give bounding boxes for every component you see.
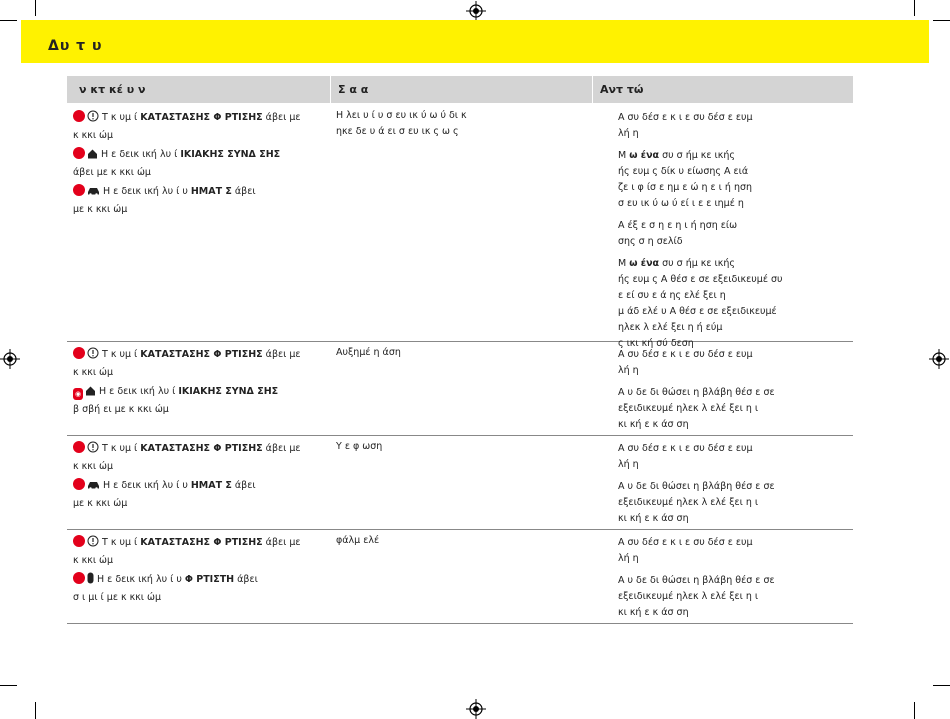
brake-warning-icon <box>87 441 99 459</box>
cause-text: ηκε δε υ ά ει σ ευ ικ ς ω ς <box>336 126 459 137</box>
action-text: λή η <box>618 128 639 139</box>
house-icon <box>85 385 96 402</box>
column-header-cause: Σ α α <box>330 76 592 103</box>
crop-mark <box>35 0 36 16</box>
action-text: ς ικι κή σύ δεση <box>618 338 694 349</box>
action-text: λή η <box>618 553 639 564</box>
indicator-text: Η ε δεικ ική λυ ί υ <box>103 480 191 491</box>
action-item <box>618 148 846 212</box>
action-text: μ άδ ελέ υ Α θέσ ε σε εξειδικευμέ <box>618 306 777 317</box>
action-text: ής ευμ ς Α θέσ ε σε εξειδικευμέ συ <box>618 274 783 285</box>
action-text: Α συ δέσ ε κ ι ε συ δέσ ε ευμ <box>618 537 753 548</box>
cause-cell <box>336 533 586 549</box>
indicator-text: άβει με <box>262 112 301 123</box>
warning-light-icon <box>73 441 85 453</box>
page-title: Δυ τ υ <box>48 38 103 54</box>
action-text: συ σ ήμ κε ικής <box>662 258 735 269</box>
indicator-text: άβει με <box>262 443 301 454</box>
crop-mark <box>933 20 950 21</box>
indicator-status-label: ΚΑΤΑΣΤΑΣΗΣ Φ ΡΤΙΣΗΣ <box>140 443 263 454</box>
indicator-status-label: ΙΚΙΑΚΗΣ ΣΥΝΔ ΣΗΣ <box>180 149 281 160</box>
indicator-text: Τ κ υμ ί <box>102 349 141 360</box>
action-text: σ ευ ικ ύ ω ύ εί ι ε ε ιημέ η <box>618 198 744 209</box>
cause-cell <box>336 345 586 361</box>
action-text: λή η <box>618 459 639 470</box>
indicator-status-label: ΚΑΤΑΣΤΑΣΗΣ Φ ΡΤΙΣΗΣ <box>140 112 263 123</box>
crop-mark <box>0 685 17 686</box>
action-item <box>618 218 846 250</box>
brake-warning-icon <box>87 347 99 365</box>
indicator-text: άβει με κ κκι ώμ <box>73 167 151 178</box>
action-cell <box>618 441 846 533</box>
action-item <box>618 479 846 527</box>
action-item <box>618 256 846 352</box>
action-text: Α συ δέσ ε κ ι ε συ δέσ ε ευμ <box>618 443 753 454</box>
indicator-text: άβει με <box>262 537 301 548</box>
action-text: λή η <box>618 365 639 376</box>
cause-text: Η λει υ ί υ σ ευ ικ ύ ω ύ δι κ <box>336 110 467 121</box>
indicator-text: άβει με <box>262 349 301 360</box>
house-icon <box>87 148 98 165</box>
action-item <box>618 110 846 142</box>
indicator-text: Η ε δεικ ική λυ ί υ <box>97 574 185 585</box>
action-text: Α έξ ε σ η ε η ι ή ηση είω <box>618 220 738 231</box>
indicator-text: Η ε δεικ ική λυ ί υ <box>103 186 191 197</box>
cause-text: Αυξημέ η άση <box>336 347 401 358</box>
action-text: Α συ δέσ ε κ ι ε συ δέσ ε ευμ <box>618 349 753 360</box>
action-text: συ σ ήμ κε ικής <box>662 150 735 161</box>
indicator-cell <box>73 110 327 221</box>
registration-mark-icon <box>929 349 949 369</box>
plug-icon <box>87 572 94 590</box>
action-cell <box>618 347 846 439</box>
indicator-cell <box>73 535 327 609</box>
indicator-text: β σβή ει με κ κκι ώμ <box>73 404 169 415</box>
action-text: κι κή ε κ άσ ση <box>618 419 689 430</box>
indicator-item <box>73 147 327 181</box>
action-text: Α υ δε δι θώσει η βλάβη θέσ ε σε <box>618 481 775 492</box>
indicator-text: με κ κκι ώμ <box>73 498 128 509</box>
action-item <box>618 535 846 567</box>
indicator-cell <box>73 441 327 515</box>
action-text: Α υ δε δι θώσει η βλάβη θέσ ε σε <box>618 387 775 398</box>
crop-mark <box>35 702 36 719</box>
indicator-text: Η ε δεικ ική λυ ί <box>101 149 181 160</box>
indicator-item <box>73 572 327 606</box>
indicator-item <box>73 384 327 418</box>
brake-warning-icon <box>87 110 99 128</box>
indicator-status-label: ΗΜΑΤ Σ <box>190 186 232 197</box>
indicator-item <box>73 478 327 512</box>
indicator-item <box>73 441 327 475</box>
warning-light-icon <box>73 572 85 584</box>
action-cell <box>618 110 846 358</box>
indicator-text: άβει <box>231 186 256 197</box>
action-text: Α υ δε δι θώσει η βλάβη θέσ ε σε <box>618 575 775 586</box>
crop-mark <box>914 702 915 719</box>
warning-light-icon <box>73 347 85 359</box>
column-header-action: Αντ τώ <box>592 76 853 103</box>
column-header-indicator: ν κτ κέ υ ν <box>67 76 330 103</box>
indicator-text: κ κκι ώμ <box>73 461 114 472</box>
indicator-status-label: ΚΑΤΑΣΤΑΣΗΣ Φ ΡΤΙΣΗΣ <box>140 349 263 360</box>
action-text: σης σ η σελίδ <box>618 236 683 247</box>
column-divider <box>330 76 331 103</box>
indicator-text: σ ι μι ί με κ κκι ώμ <box>73 592 162 603</box>
indicator-cell <box>73 347 327 421</box>
indicator-status-label: ΙΚΙΑΚΗΣ ΣΥΝΔ ΣΗΣ <box>178 386 279 397</box>
indicator-status-label: Φ ΡΤΙΣΤΗ <box>184 574 235 585</box>
indicator-item <box>73 535 327 569</box>
action-text: ζε ι φ ίσ ε ημ ε ώ η ε ι ή ηση <box>618 182 753 193</box>
indicator-text: κ κκι ώμ <box>73 555 114 566</box>
column-divider <box>592 76 593 103</box>
cause-cell <box>336 108 586 140</box>
indicator-text: Η ε δεικ ική λυ ί <box>99 386 179 397</box>
warning-light-icon: ◉ <box>74 390 82 398</box>
action-text: ε εί συ ε ά ης ελέ ξει η <box>618 290 726 301</box>
indicator-text: κ κκι ώμ <box>73 130 114 141</box>
crop-mark <box>0 20 17 21</box>
registration-mark-icon <box>0 349 20 369</box>
warning-light-icon <box>73 110 85 122</box>
action-item <box>618 385 846 433</box>
registration-mark-icon <box>466 1 486 21</box>
action-cell <box>618 535 846 627</box>
action-text: εξειδικευμέ ηλεκ λ ελέ ξει η ι <box>618 497 759 508</box>
cause-text: Υ ε φ ωση <box>336 441 383 452</box>
action-text: ής ευμ ς δίκ υ είωσης Α ειά <box>618 166 749 177</box>
warning-light-icon <box>73 184 85 196</box>
action-item <box>618 573 846 621</box>
indicator-text: Τ κ υμ ί <box>102 443 141 454</box>
warning-light-icon <box>73 535 85 547</box>
action-emphasis: ω ένα <box>629 258 660 269</box>
car-icon <box>87 186 100 202</box>
indicator-status-label: ΗΜΑΤ Σ <box>190 480 232 491</box>
car-icon <box>87 480 100 496</box>
action-text: Μ <box>618 150 630 161</box>
indicator-item <box>73 347 327 381</box>
action-text: εξειδικευμέ ηλεκ λ ελέ ξει η ι <box>618 403 759 414</box>
cause-text: φάλμ ελέ <box>336 535 380 546</box>
indicator-text: κ κκι ώμ <box>73 367 114 378</box>
crop-mark <box>914 0 915 16</box>
indicator-item <box>73 110 327 144</box>
indicator-text: άβει <box>234 574 258 585</box>
action-text: κι κή ε κ άσ ση <box>618 513 689 524</box>
brake-warning-icon <box>87 535 99 553</box>
indicator-status-label: ΚΑΤΑΣΤΑΣΗΣ Φ ΡΤΙΣΗΣ <box>140 537 263 548</box>
cause-cell <box>336 439 586 455</box>
action-item <box>618 347 846 379</box>
action-text: κι κή ε κ άσ ση <box>618 607 689 618</box>
warning-light-icon <box>73 147 85 159</box>
indicator-text: άβει <box>231 480 256 491</box>
crop-mark <box>933 685 950 686</box>
indicator-text: Τ κ υμ ί <box>102 112 141 123</box>
action-emphasis: ω ένα <box>629 150 660 161</box>
action-text: Μ <box>618 258 630 269</box>
action-text: Α συ δέσ ε κ ι ε συ δέσ ε ευμ <box>618 112 753 123</box>
header-bar <box>21 20 929 63</box>
warning-light-icon <box>73 478 85 490</box>
indicator-item <box>73 184 327 218</box>
indicator-text: Τ κ υμ ί <box>102 537 141 548</box>
action-text: ηλεκ λ ελέ ξει η ή εύμ <box>618 322 723 333</box>
registration-mark-icon <box>466 699 486 719</box>
action-text: εξειδικευμέ ηλεκ λ ελέ ξει η ι <box>618 591 759 602</box>
action-item <box>618 441 846 473</box>
indicator-text: με κ κκι ώμ <box>73 204 128 215</box>
